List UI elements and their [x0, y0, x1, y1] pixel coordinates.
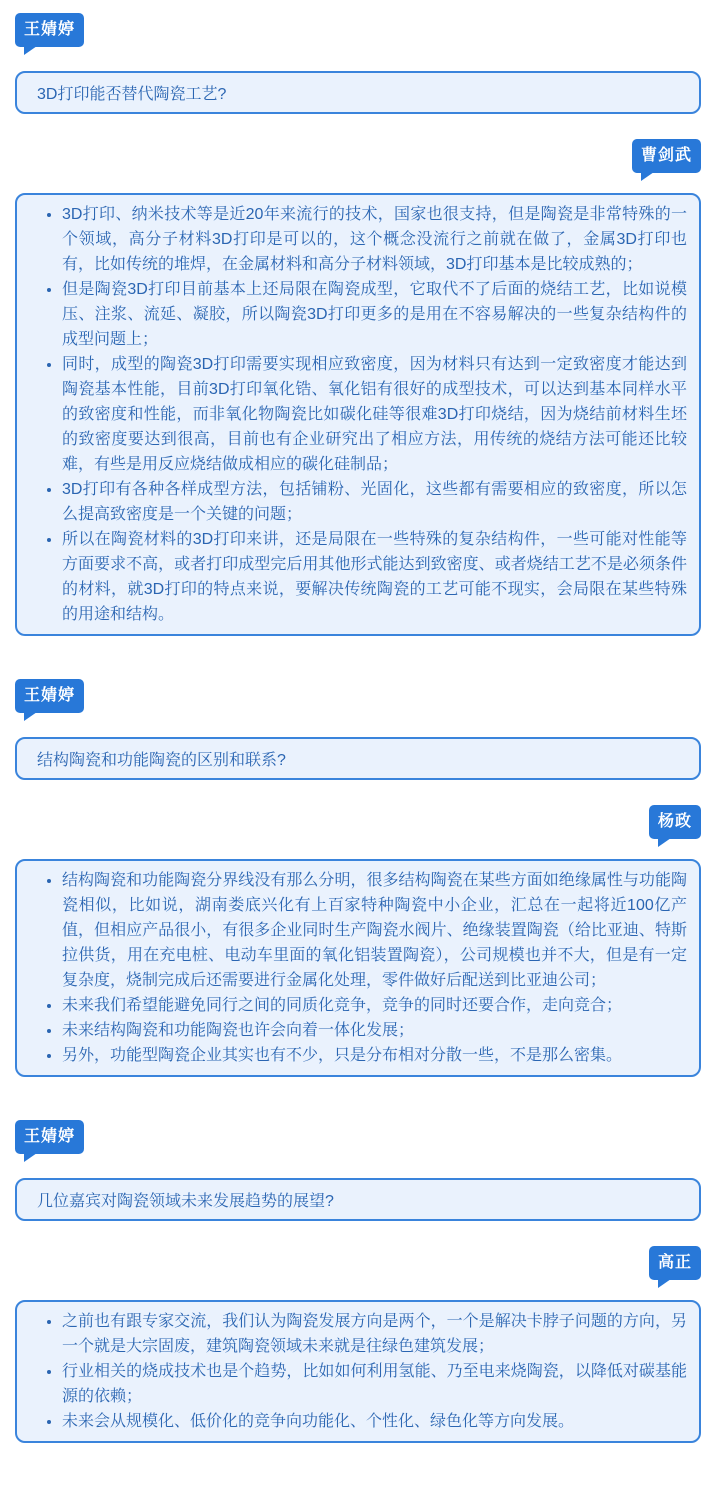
- answer-point-list: [17, 202, 687, 627]
- question-text: 结构陶瓷和功能陶瓷的区别和联系?: [37, 752, 286, 769]
- answer-point: • 同时，成型的陶瓷3D打印需要实现相应致密度，因为材料只有达到一定致密度才能达到陶瓷基本性能，目前3D打印氧化锆、氧化铝有很好的成型技术，可以达到基本同样水平的致密度和性能，而非氧化物陶瓷比如碳化硅等很难3D打印烧结，因为烧结前材料生坯的致密度要达到很高，目前也有企业研究出了相应方法，用传统的烧结方法可能还比较难，有些是用反应烧结做成相应的碳化硅制品；: [62, 352, 687, 477]
- answer-bubble: [15, 1300, 701, 1443]
- qa-section: [15, 679, 701, 1077]
- question-bubble: [15, 737, 701, 780]
- answer-point: • 未来会从规模化、低价化的竞争向功能化、个性化、绿色化等方向发展。: [62, 1409, 687, 1434]
- asker-badge: 王婧婷: [15, 13, 84, 47]
- answerer-badge-row: [15, 139, 701, 173]
- asker-badge-row: [15, 13, 701, 47]
- answer-point: • 3D打印有各种各样成型方法，包括铺粉、光固化，这些都有需要相应的致密度，所以怎么提高致密度是一个关键的问题；: [62, 477, 687, 527]
- answer-point: • 未来结构陶瓷和功能陶瓷也许会向着一体化发展；: [62, 1018, 687, 1043]
- answer-point: • 之前也有跟专家交流，我们认为陶瓷发展方向是两个，一个是解决卡脖子问题的方向，另一个就是大宗固废，建筑陶瓷领域未来就是往绿色建筑发展；: [62, 1309, 687, 1359]
- answerer-badge: 高正: [649, 1246, 701, 1280]
- answer-bubble: [15, 859, 701, 1077]
- answer-point: • 未来我们希望能避免同行之间的同质化竞争，竞争的同时还要合作，走向竞合；: [62, 993, 687, 1018]
- answer-point-list: [17, 1309, 687, 1434]
- answer-bubble: [15, 193, 701, 636]
- answer-point: • 3D打印、纳米技术等是近20年来流行的技术，国家也很支持，但是陶瓷是非常特殊的一个领域，高分子材料3D打印是可以的，这个概念没流行之前就在做了，金属3D打印也有，比如传统的堆焊，在金属材料和高分子材料领域，3D打印基本是比较成熟的；: [62, 202, 687, 277]
- answer-point: • 但是陶瓷3D打印目前基本上还局限在陶瓷成型，它取代不了后面的烧结工艺，比如说模压、注浆、流延、凝胶，所以陶瓷3D打印更多的是用在不容易解决的一些复杂结构件的成型问题上；: [62, 277, 687, 352]
- asker-badge: 王婧婷: [15, 1120, 84, 1154]
- answerer-badge-row: [15, 1246, 701, 1280]
- asker-badge: 王婧婷: [15, 679, 84, 713]
- answerer-badge-row: [15, 805, 701, 839]
- answerer-badge: 曹剑武: [632, 139, 701, 173]
- question-text: 3D打印能否替代陶瓷工艺?: [37, 86, 227, 103]
- question-bubble: [15, 71, 701, 114]
- answer-point: • 所以在陶瓷材料的3D打印来讲，还是局限在一些特殊的复杂结构件，一些可能对性能等方面要求不高，或者打印成型完后用其他形式能达到致密度、或者烧结工艺不是必须条件的材料，就3D打印的特点来说，要解决传统陶瓷的工艺可能不现实，会局限在某些特殊的用途和结构。: [62, 527, 687, 627]
- answer-point: • 另外，功能型陶瓷企业其实也有不少，只是分布相对分散一些，不是那么密集。: [62, 1043, 687, 1068]
- answer-point: • 行业相关的烧成技术也是个趋势，比如如何利用氢能、乃至电来烧陶瓷，以降低对碳基能源的依赖；: [62, 1359, 687, 1409]
- answer-point-list: [17, 868, 687, 1068]
- question-bubble: [15, 1178, 701, 1221]
- qa-section: [15, 13, 701, 636]
- qa-section: [15, 1120, 701, 1443]
- answerer-badge: 杨政: [649, 805, 701, 839]
- question-text: 几位嘉宾对陶瓷领域未来发展趋势的展望?: [37, 1193, 334, 1210]
- asker-badge-row: [15, 679, 701, 713]
- asker-badge-row: [15, 1120, 701, 1154]
- answer-point: • 结构陶瓷和功能陶瓷分界线没有那么分明，很多结构陶瓷在某些方面如绝缘属性与功能陶瓷相似，比如说，湖南娄底兴化有上百家特种陶瓷中小企业，汇总在一起将近100亿产值，但相应产品很小，有很多企业同时生产陶瓷水阀片、绝缘装置陶瓷（给比亚迪、特斯拉供货，用在充电桩、电动车里面的氧化铝装置陶瓷），公司规模也并不大，但是有一定复杂度，烧制完成后还需要进行金属化处理，零件做好后配送到比亚迪公司；: [62, 868, 687, 993]
